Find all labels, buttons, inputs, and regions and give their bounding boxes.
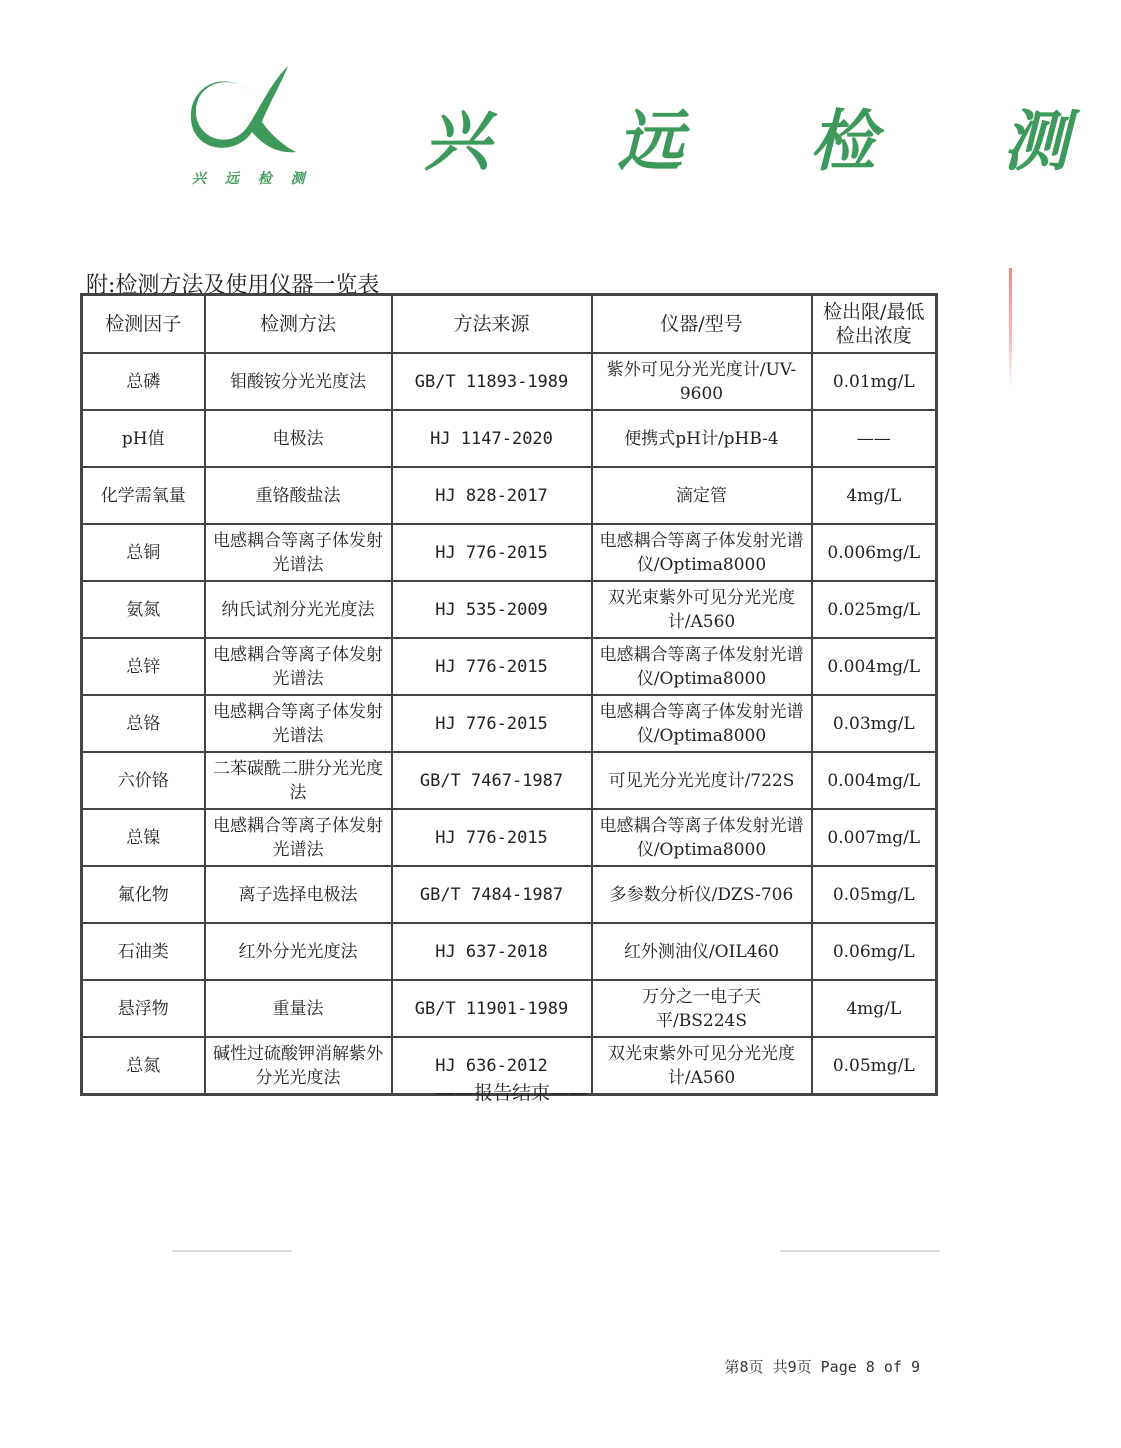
factor-cell: 悬浮物 <box>82 980 205 1037</box>
method-cell: 电感耦合等离子体发射光谱法 <box>205 809 392 866</box>
instrument-cell: 电感耦合等离子体发射光谱仪/Optima8000 <box>592 524 812 581</box>
table-row <box>82 353 937 410</box>
table-row <box>82 866 937 923</box>
factor-cell: 总锌 <box>82 638 205 695</box>
column-header: 检测因子 <box>82 295 205 354</box>
source-cell: GB/T 11901-1989 <box>392 980 592 1037</box>
source-cell: GB/T 7467-1987 <box>392 752 592 809</box>
factor-cell: 总铬 <box>82 695 205 752</box>
source-cell: HJ 828-2017 <box>392 467 592 524</box>
column-header: 仪器/型号 <box>592 295 812 354</box>
instrument-cell: 电感耦合等离子体发射光谱仪/Optima8000 <box>592 638 812 695</box>
method-cell: 电感耦合等离子体发射光谱法 <box>205 524 392 581</box>
method-cell: 钼酸铵分光光度法 <box>205 353 392 410</box>
method-cell: 碱性过硫酸钾消解紫外分光光度法 <box>205 1037 392 1095</box>
company-logo-icon <box>188 62 300 162</box>
source-cell: HJ 776-2015 <box>392 638 592 695</box>
scan-artifact-line <box>780 1250 940 1252</box>
limit-cell: 0.06mg/L <box>812 923 937 980</box>
method-cell: 电极法 <box>205 410 392 467</box>
instrument-cell: 滴定管 <box>592 467 812 524</box>
limit-cell: —— <box>812 410 937 467</box>
factor-cell: 总氮 <box>82 1037 205 1095</box>
factor-cell: 总磷 <box>82 353 205 410</box>
report-end-marker: ——报告结束—— <box>435 1082 588 1104</box>
method-cell: 重铬酸盐法 <box>205 467 392 524</box>
factor-cell: 总镍 <box>82 809 205 866</box>
method-cell: 红外分光光度法 <box>205 923 392 980</box>
limit-cell: 4mg/L <box>812 980 937 1037</box>
table-row <box>82 410 937 467</box>
instrument-cell: 红外测油仪/OIL460 <box>592 923 812 980</box>
table-row <box>82 524 937 581</box>
limit-cell: 0.025mg/L <box>812 581 937 638</box>
source-cell: HJ 636-2012 <box>392 1037 592 1095</box>
source-cell: GB/T 11893-1989 <box>392 353 592 410</box>
method-cell: 电感耦合等离子体发射光谱法 <box>205 638 392 695</box>
table-row <box>82 752 937 809</box>
source-cell: GB/T 7484-1987 <box>392 866 592 923</box>
method-cell: 重量法 <box>205 980 392 1037</box>
scan-edge-mark <box>1009 268 1012 388</box>
instrument-cell: 便携式pH计/pHB-4 <box>592 410 812 467</box>
factor-cell: 化学需氧量 <box>82 467 205 524</box>
method-cell: 二苯碳酰二肼分光光度法 <box>205 752 392 809</box>
logo-caption: 兴 远 检 测 <box>192 171 312 187</box>
source-cell: HJ 535-2009 <box>392 581 592 638</box>
factor-cell: 氟化物 <box>82 866 205 923</box>
source-cell: HJ 1147-2020 <box>392 410 592 467</box>
instrument-cell: 电感耦合等离子体发射光谱仪/Optima8000 <box>592 695 812 752</box>
limit-cell: 0.05mg/L <box>812 1037 937 1095</box>
instrument-cell: 可见光分光光度计/722S <box>592 752 812 809</box>
limit-cell: 0.004mg/L <box>812 752 937 809</box>
instrument-cell: 多参数分析仪/DZS-706 <box>592 866 812 923</box>
source-cell: HJ 776-2015 <box>392 809 592 866</box>
table-row <box>82 695 937 752</box>
table-row <box>82 581 937 638</box>
table-row <box>82 980 937 1037</box>
instrument-cell: 电感耦合等离子体发射光谱仪/Optima8000 <box>592 809 812 866</box>
factor-cell: 六价铬 <box>82 752 205 809</box>
factor-cell: pH值 <box>82 410 205 467</box>
scan-artifact-line <box>172 1250 292 1252</box>
limit-cell: 0.006mg/L <box>812 524 937 581</box>
limit-cell: 0.004mg/L <box>812 638 937 695</box>
limit-cell: 0.01mg/L <box>812 353 937 410</box>
source-cell: HJ 776-2015 <box>392 524 592 581</box>
instrument-cell: 紫外可见分光光度计/UV-9600 <box>592 353 812 410</box>
method-cell: 纳氏试剂分光光度法 <box>205 581 392 638</box>
table-row <box>82 638 937 695</box>
table-caption: 附:检测方法及使用仪器一览表 <box>86 273 380 298</box>
limit-cell: 0.007mg/L <box>812 809 937 866</box>
column-header: 检出限/最低检出浓度 <box>812 295 937 354</box>
brand-title: 兴 远 检 测 <box>424 102 1121 180</box>
instrument-cell: 双光束紫外可见分光光度计/A560 <box>592 1037 812 1095</box>
factor-cell: 氨氮 <box>82 581 205 638</box>
instrument-cell: 万分之一电子天平/BS224S <box>592 980 812 1037</box>
methods-table <box>80 293 938 1096</box>
source-cell: HJ 776-2015 <box>392 695 592 752</box>
limit-cell: 4mg/L <box>812 467 937 524</box>
table-row <box>82 923 937 980</box>
column-header: 方法来源 <box>392 295 592 354</box>
table-header-row <box>82 295 937 354</box>
column-header: 检测方法 <box>205 295 392 354</box>
method-cell: 电感耦合等离子体发射光谱法 <box>205 695 392 752</box>
factor-cell: 总铜 <box>82 524 205 581</box>
table-row <box>82 467 937 524</box>
factor-cell: 石油类 <box>82 923 205 980</box>
source-cell: HJ 637-2018 <box>392 923 592 980</box>
instrument-cell: 双光束紫外可见分光光度计/A560 <box>592 581 812 638</box>
method-cell: 离子选择电极法 <box>205 866 392 923</box>
table-row <box>82 809 937 866</box>
limit-cell: 0.05mg/L <box>812 866 937 923</box>
limit-cell: 0.03mg/L <box>812 695 937 752</box>
page-number: 第8页 共9页 Page 8 of 9 <box>724 1358 920 1376</box>
